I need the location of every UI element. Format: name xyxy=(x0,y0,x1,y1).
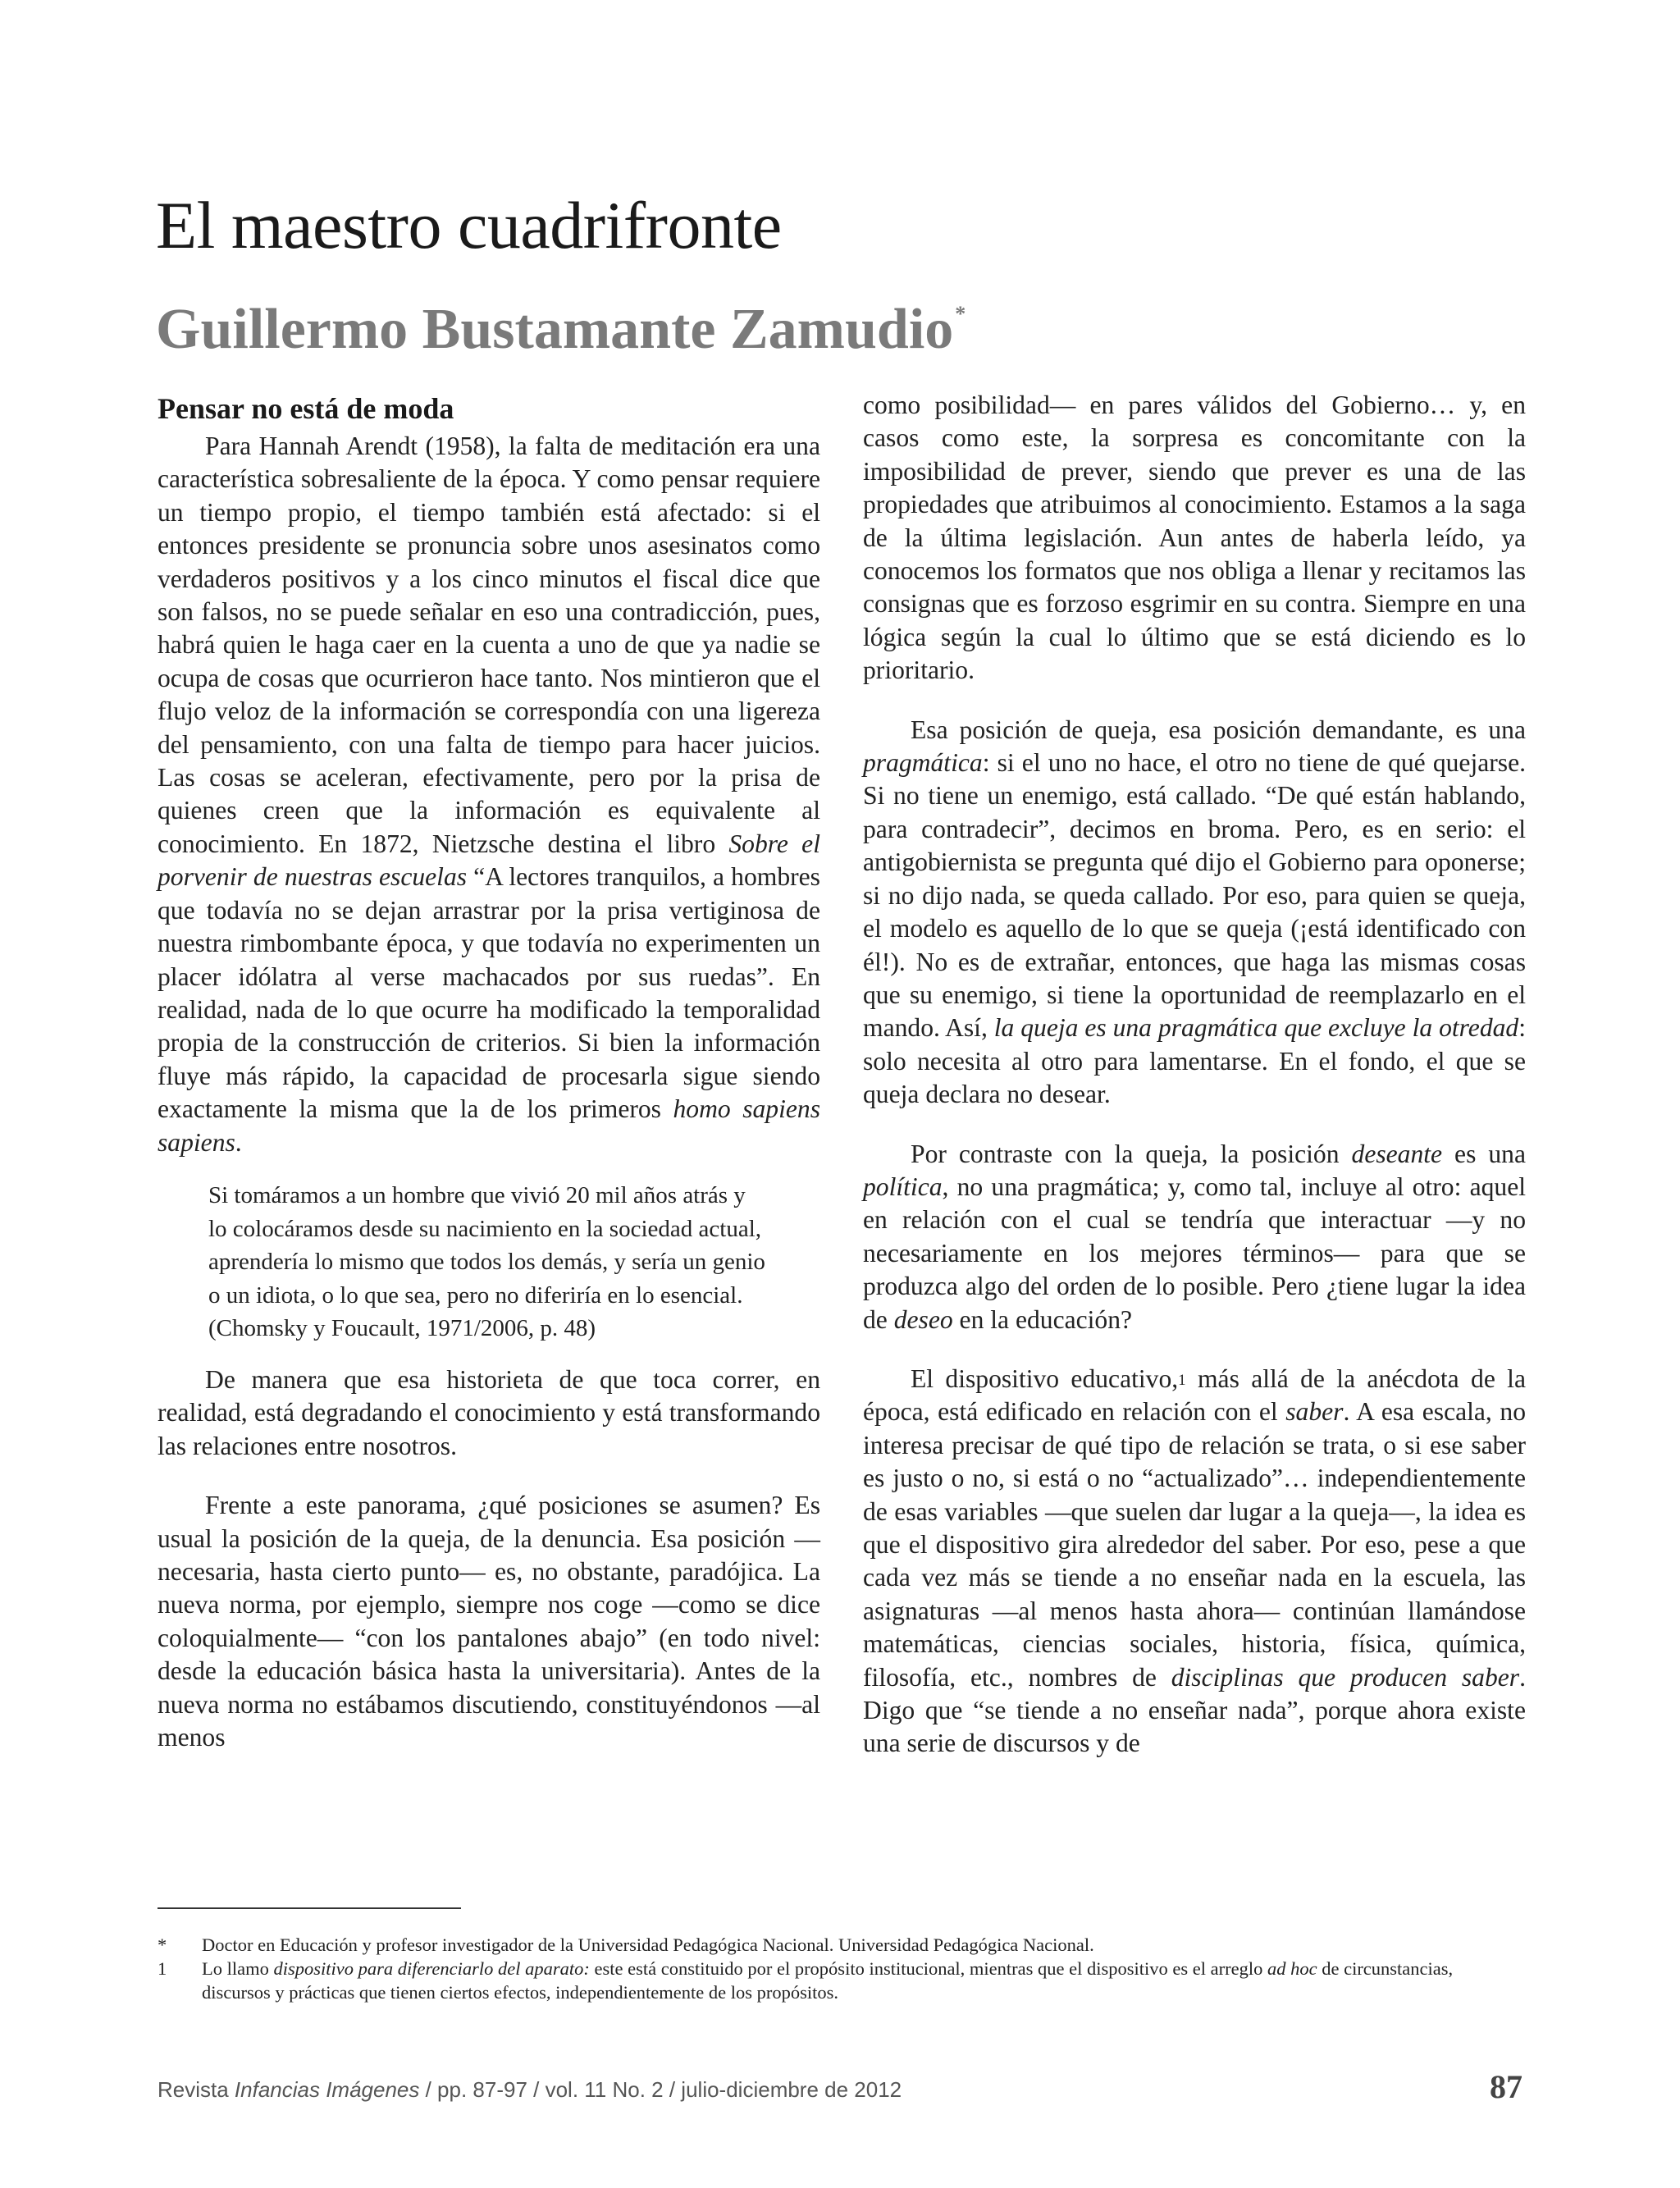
right-paragraph-4 xyxy=(863,1363,1526,1761)
left-paragraph-3: Frente a este panorama, ¿qué posiciones se asumen? Es usual la posición de la queja, de la denuncia. Esa posición —necesaria, hasta cierto punto— es, no obstante, paradójica. La nueva norma, por ejemplo, siempre nos coge —como se dice coloquialmente— “con los pantalones abajo” (en todo nivel: desde la educación básica hasta la universitaria). Antes de la nueva norma no estábamos discutiendo, constituyéndonos —al menos xyxy=(158,1491,820,1752)
left-paragraph-2: De manera que esa historieta de que toca correr, en realidad, está degradando el conocimiento y está transformando las relaciones entre nosotros. xyxy=(158,1364,820,1460)
block-quote xyxy=(208,1179,766,1345)
footnote-mark: * xyxy=(158,1934,167,1955)
author-name-line xyxy=(156,297,966,363)
right-column xyxy=(863,389,1526,1761)
right-p3-text-c: , no una pragmática; y, como tal, incluye al otro: aquel en relación con el cual se tendría que interactuar —y no necesariamente en los mejores términos— para que se produzca algo del orden de lo posible. Pero ¿tiene lugar la idea de xyxy=(863,1172,1526,1334)
block-quote-text: Si tomáramos a un hombre que vivió 20 mil años atrás y lo colocáramos desde su nacimiento en la sociedad actual, aprendería lo mismo que todos los demás, y sería un genio o un idiota, o lo que sea, pero no diferiría en lo esencial. (Chomsky y Foucault, 1971/2006, p. 48) xyxy=(208,1181,765,1342)
section-heading: Pensar no está de moda xyxy=(158,392,454,425)
right-p3-text-d: en la educación? xyxy=(952,1304,1133,1334)
right-p4-text-d: . Digo que “se tiende a no enseñar nada”, porque ahora existe una serie de discursos y de xyxy=(863,1662,1526,1758)
right-p2-text-a: Esa posición de queja, esa posición demandante, es una xyxy=(911,715,1526,744)
right-p2-italic-2: la queja es una pragmática que excluye la otredad xyxy=(993,1013,1519,1043)
left-p1-text-c: . xyxy=(235,1127,242,1157)
fn1-text-b: este está constituido por el propósito institucional, mientras que el dispositivo es el arreglo xyxy=(589,1958,1267,1979)
footnote-text xyxy=(202,1957,1524,2004)
right-p3-text-b: es una xyxy=(1442,1139,1526,1168)
right-p3-text-a: Por contraste con la queja, la posición xyxy=(911,1139,1352,1168)
left-p1-text-a: Para Hannah Arendt (1958), la falta de meditación era una característica sobresaliente de la época. Y como pensar requiere un tiempo propio, el tiempo también está afectado: si el entonces presidente se pronuncia sobre unos asesinatos como verdaderos positivos y a los cinco minutos el fiscal dice que son falsos, no se puede señalar en eso una contradicción, pues, habrá quien le haga caer en la cuenta a uno de que ya nadie se ocupa de cosas que ocurrieron hace tanto. Nos mintieron que el flujo veloz de la información se correspondía con una ligereza del pensamiento, con una falta de tiempo para hacer juicios. Las cosas se aceleran, efectivamente, pero por la prisa de quienes creen que la información es equivalente al conocimiento. En 1872, Nietzsche destina el libro xyxy=(158,432,820,858)
left-column xyxy=(158,391,820,1754)
footnotes xyxy=(158,1933,1524,2004)
footnote-ref-1[interactable]: 1 xyxy=(1178,1371,1186,1389)
fn1-text-c: de circunstancias, discursos y prácticas que tienen ciertos efectos, independientemente de los propósitos. xyxy=(202,1958,1454,2003)
right-p3-italic-3: deseo xyxy=(893,1304,953,1334)
left-paragraph-1 xyxy=(158,430,820,1159)
fn1-text-a: Lo llamo xyxy=(202,1958,274,1979)
right-p4-text-b: más allá de la anécdota de la época, está edificado en relación con el xyxy=(863,1364,1526,1427)
left-p1-text-b: “A lectores tranquilos, a hombres que todavía no se dejan arrastrar por la prisa vertiginosa de nuestra rimbombante época, y que todavía no experimenten un placer idólatra al verse machacados por sus ruedas”. En realidad, nada de lo que ocurre ha modificado la temporalidad propia de la construcción de criterios. Si bien la información fluye más rápido, la capacidad de procesarla sigue siendo exactamente la misma que la de los primeros xyxy=(158,862,820,1124)
fn1-italic-1: dispositivo para diferenciarlo del aparato: xyxy=(273,1958,590,1979)
right-paragraph-1: como posibilidad— en pares válidos del Gobierno… y, en casos como este, la sorpresa es concomitante con la imposibilidad de prever, siendo que prever es una de las propiedades que atribuimos al conocimiento. Estamos a la saga de la última legislación. Aun antes de haberla leído, ya conocemos los formatos que nos obliga a llenar y recitamos las consignas que es forzoso esgrimir en su contra. Siempre en una lógica según la cual lo último que se está diciendo es lo prioritario. xyxy=(863,391,1526,685)
right-p4-text-c: . A esa escala, no interesa precisar de qué tipo de relación se trata, o si ese saber es justo o no, si está o no “actualizado”… independientemente de esas variables —que suelen dar lugar a la queja—, la idea es que el dispositivo gira alrededor del saber. Por eso, pese a que cada vez más se tiende a no enseñar nada en la escuela, las asignaturas —al menos hasta ahora— continúan llamándose matemáticas, ciencias sociales, historia, física, química, filosofía, etc., nombres de xyxy=(863,1397,1526,1692)
right-p4-italic-2: disciplinas que producen saber xyxy=(1171,1662,1520,1692)
left-p1-italic-species: homo sapiens sapiens xyxy=(158,1094,820,1157)
author-name: Guillermo Bustamante Zamudio xyxy=(156,298,954,361)
right-p3-italic-1: deseante xyxy=(1351,1139,1443,1168)
journal-citation xyxy=(158,2077,902,2103)
footnote-mark: 1 xyxy=(158,1958,167,1979)
right-p2-text-c: : solo necesita al otro para lamentarse. En el fondo, el que se queja declara no desear. xyxy=(863,1013,1526,1109)
right-paragraph-2 xyxy=(863,714,1526,1112)
footnote-text: Doctor en Educación y profesor investigador de la Universidad Pedagógica Nacional. Universidad Pedagógica Nacional. xyxy=(202,1934,1094,1955)
right-p2-text-b: : si el uno no hace, el otro no tiene de qué quejarse. Si no tiene un enemigo, está callado. “De qué están hablando, para contradecir”, decimos en broma. Pero, es en serio: el antigobiernista se pregunta qué dijo el Gobierno para oponerse; si no dijo nada, se queda callado. Por eso, para quien se queja, el modelo es aquello de lo que se queja (¡está identificado con él!). No es de extrañar, entonces, que haga las mismas cosas que su enemigo, si tiene la oportunidad de reemplazarlo en el mando. Así, xyxy=(863,748,1526,1043)
footnote-author xyxy=(158,1933,1524,1957)
footnote-divider xyxy=(158,1907,461,1909)
journal-name: Infancias Imágenes xyxy=(234,2077,420,2102)
journal-prefix: Revista xyxy=(158,2077,235,2102)
right-paragraph-3 xyxy=(863,1138,1526,1336)
fn1-italic-2: ad hoc xyxy=(1267,1958,1317,1979)
footnote-1 xyxy=(158,1957,1524,2004)
right-p4-italic-1: saber xyxy=(1285,1397,1344,1427)
right-p4-text-a: El dispositivo educativo, xyxy=(911,1364,1179,1393)
article-title: El maestro cuadrifronte xyxy=(156,188,782,263)
right-p2-italic-1: pragmática xyxy=(863,748,983,778)
journal-details: / pp. 87-97 / vol. 11 No. 2 / julio-diciembre de 2012 xyxy=(419,2077,902,2102)
left-p1-italic-title: Sobre el porvenir de nuestras escuelas xyxy=(158,829,820,892)
page-number: 87 xyxy=(1490,2068,1522,2105)
author-footnote-mark[interactable]: * xyxy=(955,302,966,326)
right-p3-italic-2: política xyxy=(863,1172,943,1201)
